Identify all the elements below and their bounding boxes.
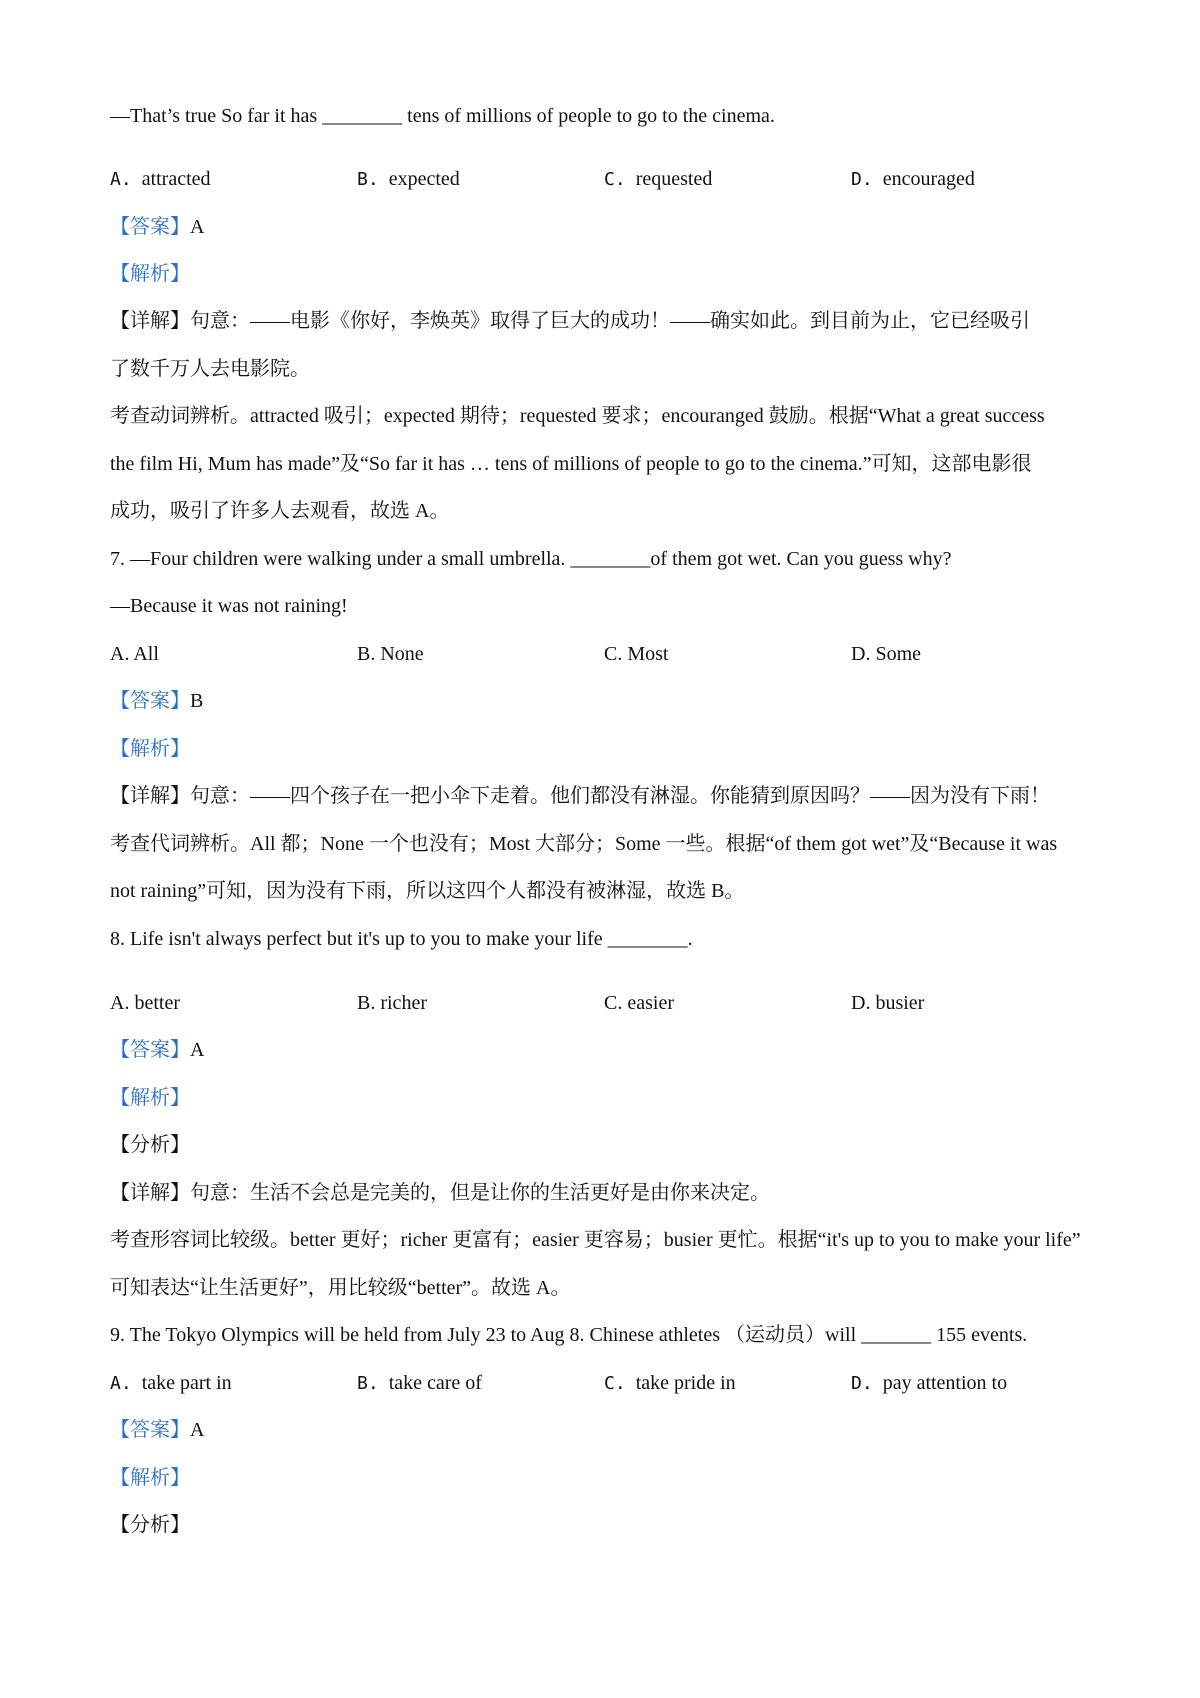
q8-option-a[interactable] [110, 990, 180, 1016]
q8-option-d[interactable] [851, 990, 924, 1016]
q6-detail-line: the film Hi, Mum has made”及“So far it has … tens of millions of people to go to the cinema.”可知，这部电影很 [110, 453, 1032, 475]
q6-detail-line: 考查动词辨析。attracted 吸引；expected 期待；requested 要求；encouranged 鼓励。根据“What a great success [110, 405, 1045, 427]
option-letter: B. [357, 992, 376, 1014]
q9-fenxi-label: 【分析】 [110, 1514, 190, 1536]
option-text: All [133, 643, 159, 665]
q7-detail-line: 【详解】句意：——四个孩子在一把小伞下走着。他们都没有淋湿。你能猜到原因吗？——因为没有下雨！ [110, 785, 1050, 807]
q9-option-c[interactable] [604, 1370, 736, 1397]
option-letter: B. [357, 1373, 379, 1394]
option-text: Some [875, 643, 922, 665]
option-letter: A. [110, 169, 132, 190]
q8-detail-line: 【详解】句意：生活不会总是完美的，但是让你的生活更好是由你来决定。 [110, 1182, 770, 1204]
q8-question: 8. Life isn't always perfect but it's up to you to make your life ________. [110, 928, 693, 950]
q9-question: 9. The Tokyo Olympics will be held from July 23 to Aug 8. Chinese athletes （运动员）will _______ 155 events. [110, 1324, 1028, 1346]
option-text: busier [875, 992, 925, 1014]
q8-option-b[interactable] [357, 990, 427, 1016]
q9-answer [110, 1417, 204, 1443]
option-text: Most [627, 643, 669, 665]
q6-option-c[interactable] [604, 166, 712, 193]
option-letter: A. [110, 992, 130, 1014]
option-text: pay attention to [882, 1372, 1008, 1394]
q6-detail-line: 成功，吸引了许多人去观看，故选 A。 [110, 500, 450, 522]
q7-answer [110, 688, 203, 714]
option-letter: C. [604, 643, 623, 665]
answer-value: A [190, 1039, 205, 1061]
option-text: attracted [141, 168, 211, 190]
q6-option-d[interactable] [851, 166, 975, 193]
q8-analysis-label: 【解析】 [110, 1087, 190, 1109]
option-text: None [380, 643, 424, 665]
option-text: encouraged [882, 168, 975, 190]
option-letter: C. [604, 992, 623, 1014]
answer-label: 【答案】 [110, 1419, 190, 1441]
q8-fenxi-label: 【分析】 [110, 1134, 190, 1156]
q7-detail-line: not raining”可知，因为没有下雨，所以这四个人都没有被淋湿，故选 B。 [110, 880, 745, 902]
option-text: take part in [141, 1372, 232, 1394]
q7-detail-line: 考查代词辨析。All 都；None 一个也没有；Most 大部分；Some 一些。根据“of them got wet”及“Because it was [110, 833, 1058, 855]
q8-detail-line: 考查形容词比较级。better 更好；richer 更富有；easier 更容易；busier 更忙。根据“it's up to you to make your life” [110, 1229, 1081, 1251]
q7-option-a[interactable] [110, 641, 159, 667]
answer-value: A [190, 1419, 205, 1441]
answer-value: A [190, 216, 205, 238]
option-letter: A. [110, 643, 130, 665]
q6-option-a[interactable] [110, 166, 211, 193]
option-letter: C. [604, 1373, 626, 1394]
option-letter: D. [851, 169, 873, 190]
option-letter: A. [110, 1373, 132, 1394]
q6-reply: —That’s true So far it has ________ tens of millions of people to go to the cinema. [110, 105, 775, 127]
option-text: expected [388, 168, 460, 190]
q6-detail-line: 了数千万人去电影院。 [110, 358, 310, 380]
answer-label: 【答案】 [110, 1039, 190, 1061]
option-text: requested [635, 168, 713, 190]
option-text: take care of [388, 1372, 482, 1394]
q6-answer [110, 214, 204, 240]
q7-analysis-label: 【解析】 [110, 738, 190, 760]
option-text: richer [380, 992, 427, 1014]
option-text: easier [627, 992, 674, 1014]
option-letter: C. [604, 169, 626, 190]
answer-label: 【答案】 [110, 216, 190, 238]
option-text: take pride in [635, 1372, 736, 1394]
q9-option-d[interactable] [851, 1370, 1007, 1397]
q7-option-c[interactable] [604, 641, 668, 667]
answer-label: 【答案】 [110, 690, 190, 712]
q9-option-a[interactable] [110, 1370, 232, 1397]
q9-option-b[interactable] [357, 1370, 482, 1397]
q7-option-d[interactable] [851, 641, 921, 667]
option-letter: B. [357, 643, 376, 665]
answer-value: B [190, 690, 204, 712]
q7-option-b[interactable] [357, 641, 424, 667]
q8-option-c[interactable] [604, 990, 674, 1016]
q9-analysis-label: 【解析】 [110, 1467, 190, 1489]
q6-detail-line: 【详解】句意：——电影《你好，李焕英》取得了巨大的成功！——确实如此。到目前为止，它已经吸引 [110, 310, 1030, 332]
q8-answer [110, 1037, 204, 1063]
q6-analysis-label: 【解析】 [110, 263, 190, 285]
q6-option-b[interactable] [357, 166, 460, 193]
q8-detail-line: 可知表达“让生活更好”，用比较级“better”。故选 A。 [110, 1277, 571, 1299]
option-letter: B. [357, 169, 379, 190]
option-letter: D. [851, 643, 871, 665]
option-text: better [134, 992, 180, 1014]
q7-reply: —Because it was not raining! [110, 595, 348, 617]
option-letter: D. [851, 992, 871, 1014]
q7-question: 7. —Four children were walking under a small umbrella. ________of them got wet. Can you guess why? [110, 548, 952, 570]
option-letter: D. [851, 1373, 873, 1394]
